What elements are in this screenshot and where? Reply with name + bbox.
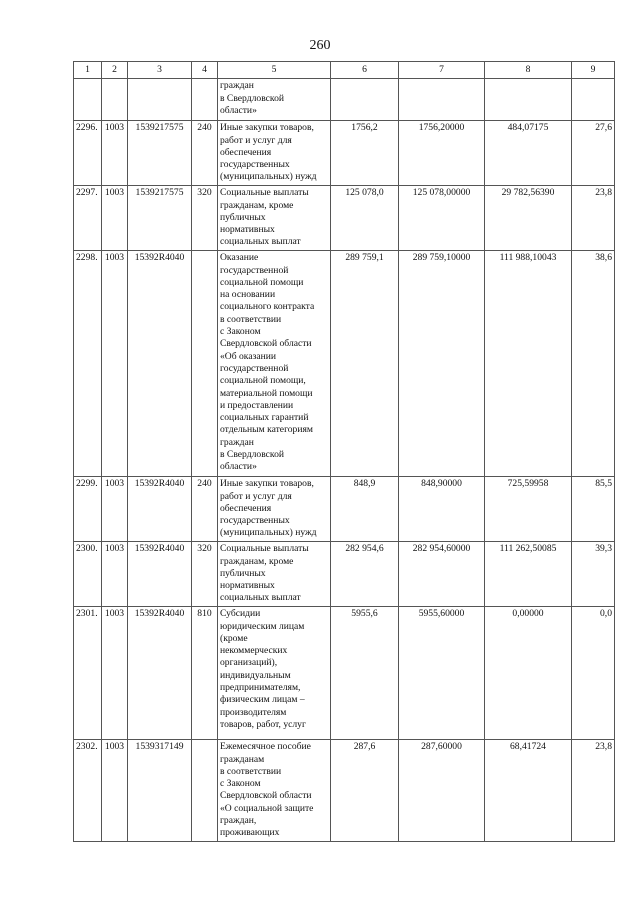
target-code: 1539217575 [128, 121, 192, 186]
description-line: работ и услуг для [220, 490, 292, 502]
description-line: товаров, работ, услуг [220, 718, 306, 730]
planned-amount-full: 282 954,60000 [399, 542, 485, 607]
section-code: 1003 [102, 740, 128, 841]
description-line: публичных [220, 567, 266, 579]
description-line: в соответствии [220, 765, 282, 777]
description-line: индивидуальным [220, 669, 291, 681]
description-line: с Законом [220, 326, 261, 338]
planned-amount: 848,9 [331, 477, 399, 542]
execution-percent: 23,8 [572, 740, 615, 841]
description-line: физическим лицам – [220, 694, 305, 706]
table-row [74, 251, 615, 477]
description-line: работ и услуг для [220, 134, 292, 146]
expense-type: 810 [192, 607, 218, 740]
row-number: 2300. [74, 542, 102, 607]
description-line: социальной помощи, [220, 375, 306, 387]
description-line: (муниципальных) нужд [220, 171, 317, 183]
description-line: гражданам, кроме [220, 199, 294, 211]
table-row [74, 740, 615, 841]
description-line: предпринимателям, [220, 682, 301, 694]
header-row [74, 62, 615, 79]
planned-amount-full: 289 759,10000 [399, 251, 485, 477]
table-row [74, 607, 615, 740]
description-line: «Об оказании [220, 350, 277, 362]
row-number [74, 79, 102, 121]
description [218, 251, 331, 477]
planned-amount-full [399, 79, 485, 121]
execution-percent: 0,0 [572, 607, 615, 740]
target-code: 15392R4040 [128, 251, 192, 477]
row-number: 2299. [74, 477, 102, 542]
table-body [74, 79, 615, 841]
section-code: 1003 [102, 251, 128, 477]
column-header: 8 [485, 62, 572, 79]
section-code: 1003 [102, 607, 128, 740]
description-line: Свердловской области [220, 338, 312, 350]
planned-amount: 289 759,1 [331, 251, 399, 477]
description-line: Социальные выплаты [220, 187, 309, 199]
section-code: 1003 [102, 477, 128, 542]
description-line: в соответствии [220, 313, 282, 325]
description-line: (муниципальных) нужд [220, 527, 317, 539]
target-code: 1539217575 [128, 186, 192, 251]
row-number: 2296. [74, 121, 102, 186]
description [218, 740, 331, 841]
description-line: производителям [220, 706, 287, 718]
target-code [128, 79, 192, 121]
description-line: «О социальной защите [220, 802, 314, 814]
table-row [74, 542, 615, 607]
planned-amount-full: 125 078,00000 [399, 186, 485, 251]
description-line: граждан [220, 80, 254, 92]
description-line: граждан [220, 436, 254, 448]
target-code: 15392R4040 [128, 542, 192, 607]
description-line: (кроме [220, 632, 248, 644]
table-row [74, 477, 615, 542]
column-header: 9 [572, 62, 615, 79]
planned-amount: 287,6 [331, 740, 399, 841]
planned-amount-full: 5955,60000 [399, 607, 485, 740]
executed-amount: 484,07175 [485, 121, 572, 186]
description-line: социальных гарантий [220, 412, 309, 424]
executed-amount: 68,41724 [485, 740, 572, 841]
table-row [74, 79, 615, 121]
execution-percent: 38,6 [572, 251, 615, 477]
description-line: организаций), [220, 657, 278, 669]
description-line: социальных выплат [220, 236, 301, 248]
description-line: нормативных [220, 224, 275, 236]
planned-amount: 5955,6 [331, 607, 399, 740]
description-line: юридическим лицам [220, 620, 305, 632]
budget-table [73, 61, 615, 842]
description-line: государственной [220, 264, 289, 276]
target-code: 15392R4040 [128, 607, 192, 740]
executed-amount: 111 262,50085 [485, 542, 572, 607]
table-row [74, 121, 615, 186]
table-row [74, 186, 615, 251]
description-line: отдельным категориям [220, 424, 313, 436]
description-line: социальных выплат [220, 592, 301, 604]
description [218, 607, 331, 740]
page-number: 260 [309, 38, 331, 53]
executed-amount [485, 79, 572, 121]
execution-percent [572, 79, 615, 121]
description-line: граждан, [220, 815, 257, 827]
description-line: на основании [220, 289, 276, 301]
description-line: Субсидии [220, 608, 261, 620]
description-line: с Законом [220, 778, 261, 790]
description-line: и предоставлении [220, 399, 294, 411]
description-line: гражданам [220, 753, 265, 765]
column-header: 6 [331, 62, 399, 79]
description-line: в Свердловской [220, 92, 285, 104]
planned-amount-full: 848,90000 [399, 477, 485, 542]
description-line: некоммерческих [220, 645, 288, 657]
execution-percent: 85,5 [572, 477, 615, 542]
execution-percent: 27,6 [572, 121, 615, 186]
description-line: обеспечения [220, 146, 272, 158]
description-line: Иные закупки товаров, [220, 478, 314, 490]
expense-type: 320 [192, 186, 218, 251]
description-line: гражданам, кроме [220, 555, 294, 567]
planned-amount [331, 79, 399, 121]
description [218, 477, 331, 542]
row-number: 2301. [74, 607, 102, 740]
description-line: области» [220, 461, 257, 473]
description [218, 121, 331, 186]
column-header: 3 [128, 62, 192, 79]
expense-type [192, 79, 218, 121]
planned-amount: 1756,2 [331, 121, 399, 186]
description-line: в Свердловской [220, 449, 285, 461]
planned-amount: 282 954,6 [331, 542, 399, 607]
executed-amount: 29 782,56390 [485, 186, 572, 251]
description-line: социального контракта [220, 301, 315, 313]
column-header: 5 [218, 62, 331, 79]
planned-amount: 125 078,0 [331, 186, 399, 251]
description-line: Свердловской области [220, 790, 312, 802]
description-line: области» [220, 104, 257, 116]
expense-type: 320 [192, 542, 218, 607]
description-line: Ежемесячное пособие [220, 741, 311, 753]
description [218, 79, 331, 121]
description [218, 186, 331, 251]
planned-amount-full: 287,60000 [399, 740, 485, 841]
row-number: 2302. [74, 740, 102, 841]
description-line: материальной помощи [220, 387, 313, 399]
planned-amount-full: 1756,20000 [399, 121, 485, 186]
description-line: Социальные выплаты [220, 543, 309, 555]
expense-type [192, 251, 218, 477]
target-code: 1539317149 [128, 740, 192, 841]
description-line: обеспечения [220, 502, 272, 514]
column-header: 4 [192, 62, 218, 79]
description-line: социальной помощи [220, 276, 304, 288]
row-number: 2298. [74, 251, 102, 477]
column-header: 1 [74, 62, 102, 79]
column-header: 7 [399, 62, 485, 79]
description-line: проживающих [220, 827, 280, 839]
section-code: 1003 [102, 121, 128, 186]
description-line: государственных [220, 515, 290, 527]
execution-percent: 39,3 [572, 542, 615, 607]
expense-type: 240 [192, 477, 218, 542]
executed-amount: 0,00000 [485, 607, 572, 740]
expense-type [192, 740, 218, 841]
description [218, 542, 331, 607]
expense-type: 240 [192, 121, 218, 186]
description-line: Оказание [220, 252, 259, 264]
section-code [102, 79, 128, 121]
executed-amount: 111 988,10043 [485, 251, 572, 477]
description-line: публичных [220, 211, 266, 223]
section-code: 1003 [102, 542, 128, 607]
description-line: государственной [220, 362, 289, 374]
section-code: 1003 [102, 186, 128, 251]
executed-amount: 725,59958 [485, 477, 572, 542]
description-line: Иные закупки товаров, [220, 122, 314, 134]
description-line: государственных [220, 159, 290, 171]
description-line: нормативных [220, 580, 275, 592]
column-header: 2 [102, 62, 128, 79]
row-number: 2297. [74, 186, 102, 251]
target-code: 15392R4040 [128, 477, 192, 542]
execution-percent: 23,8 [572, 186, 615, 251]
